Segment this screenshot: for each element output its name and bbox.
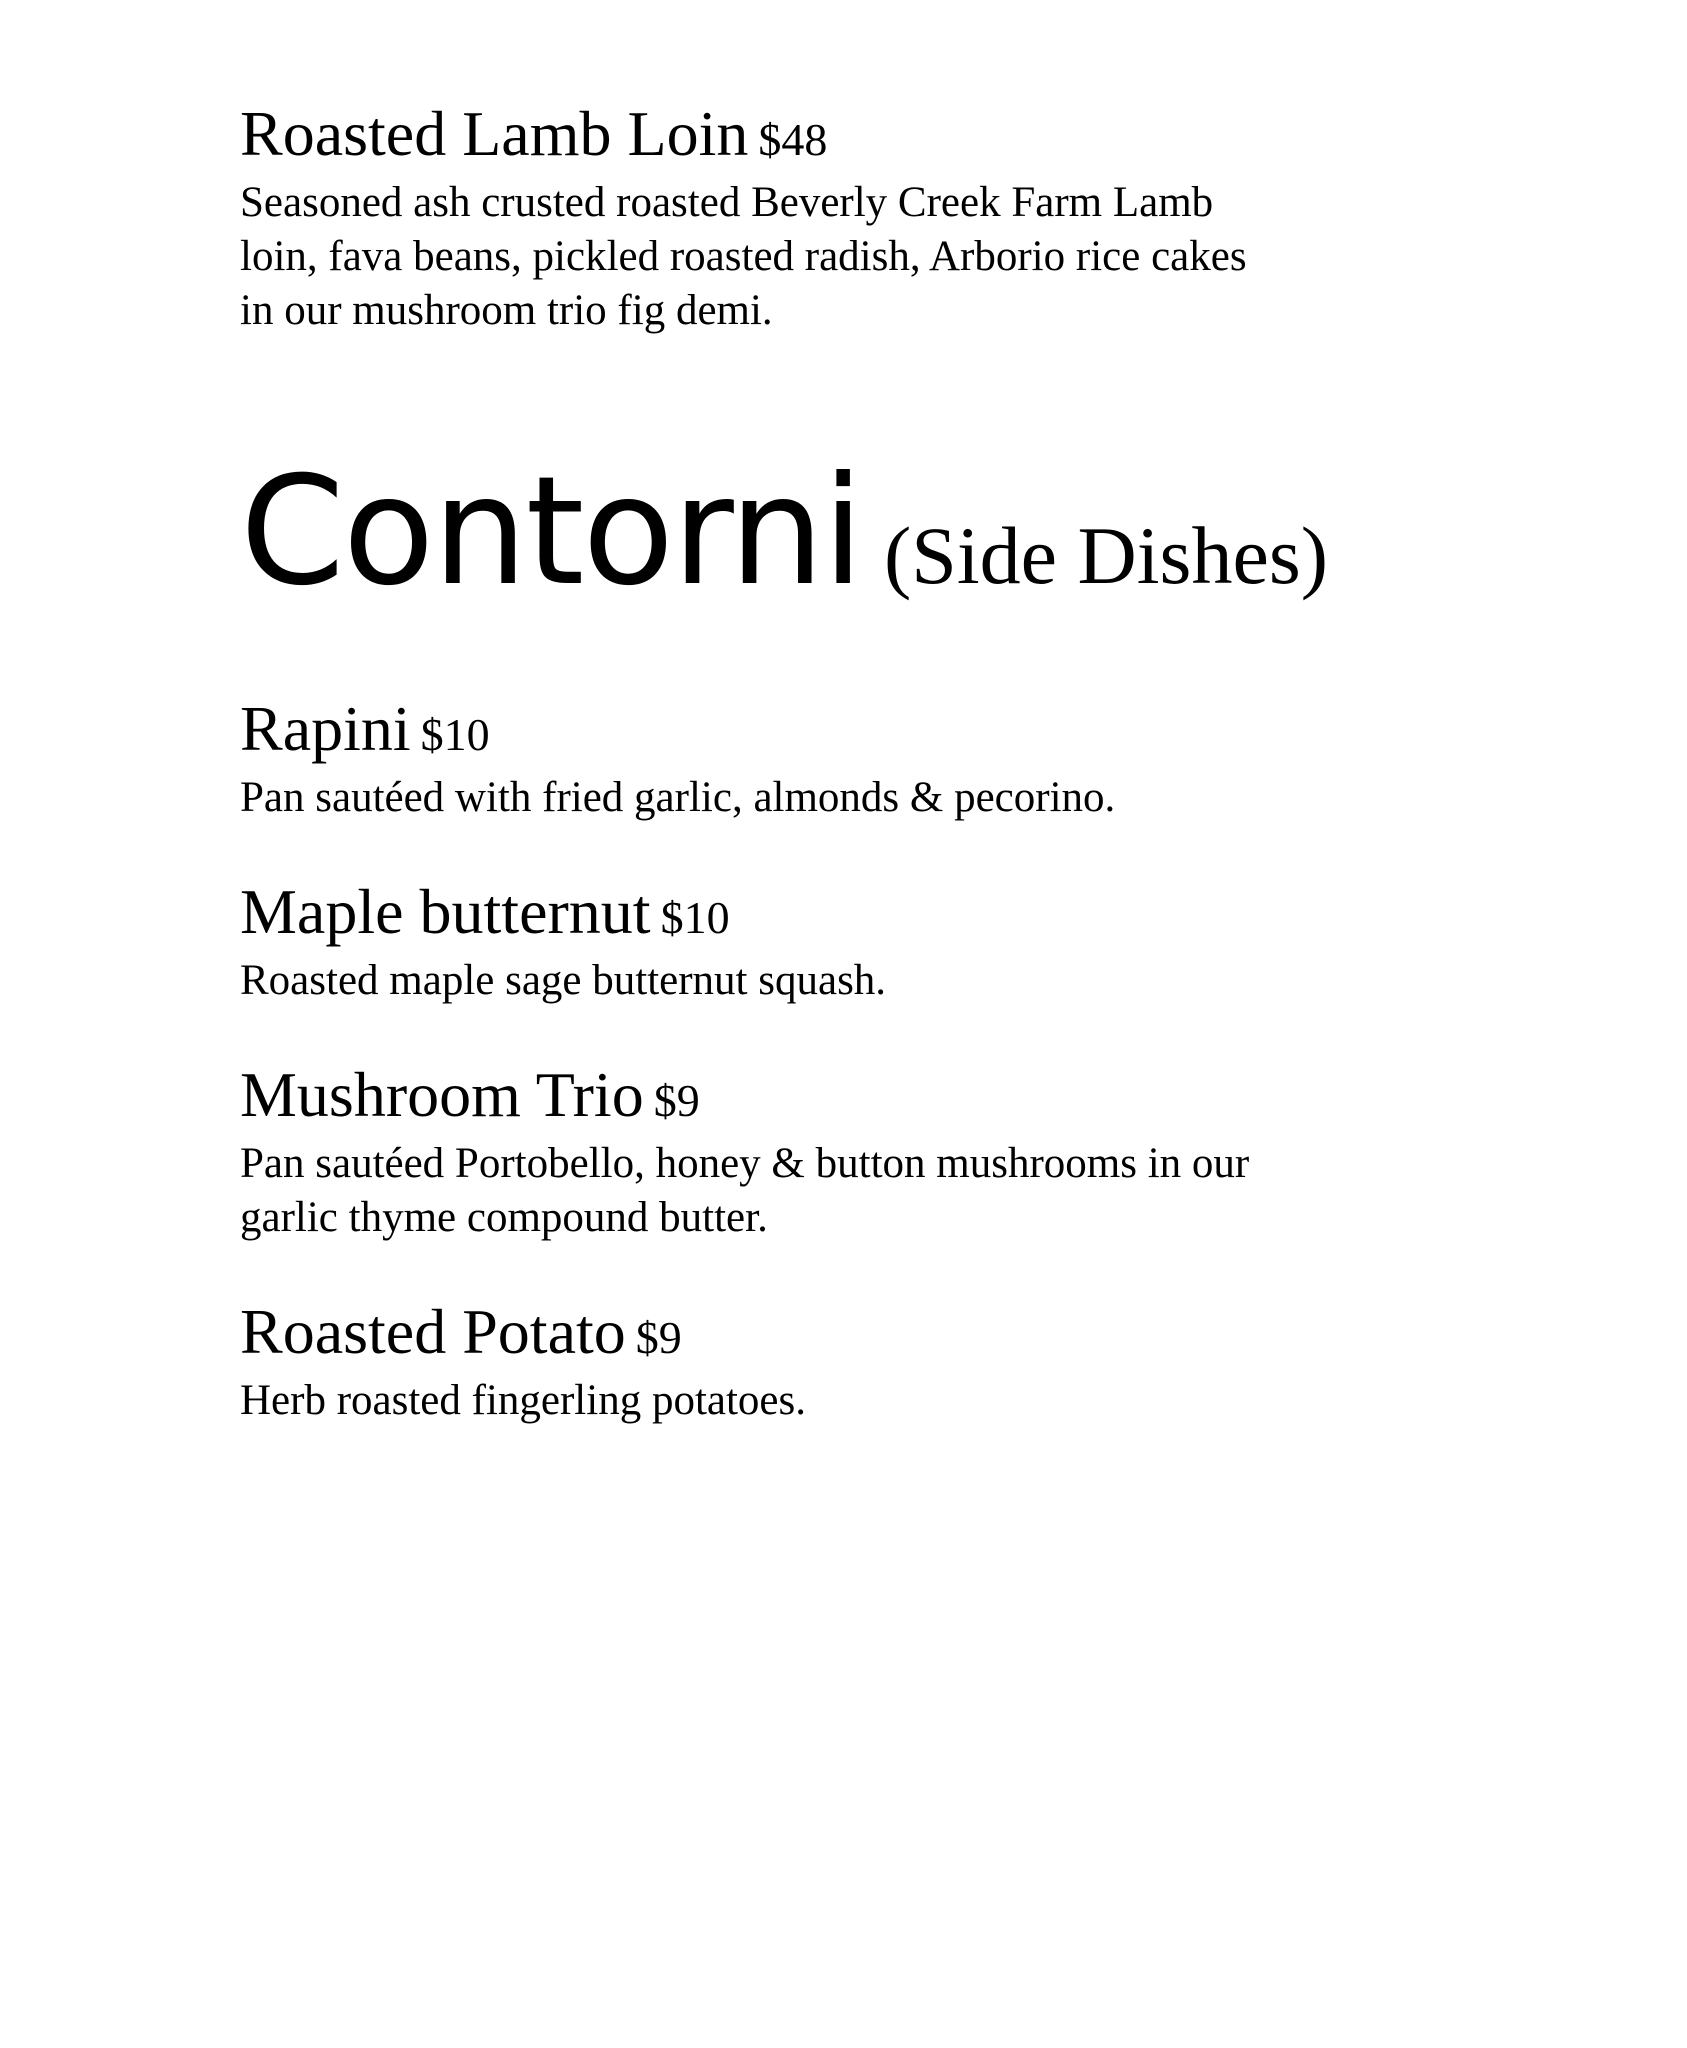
description-line: in our mushroom trio fig demi. <box>240 287 773 334</box>
description-line: loin, fava beans, pickled roasted radish, Arborio rice cakes <box>240 233 1247 280</box>
description-line: Pan sautéed Portobello, honey & button mushrooms in our <box>240 1140 1250 1187</box>
menu-item-title <box>240 1059 1440 1137</box>
menu-item-roasted-potato <box>240 1296 1440 1428</box>
menu-item-description <box>240 771 1440 825</box>
description-line: Herb roasted fingerling potatoes. <box>240 1377 806 1424</box>
menu-item-name: Maple butternut <box>240 876 651 947</box>
description-line: Seasoned ash crusted roasted Beverly Creek Farm Lamb <box>240 179 1214 226</box>
menu-item-name: Rapini <box>240 693 411 764</box>
menu-item-price: $9 <box>653 1075 700 1126</box>
menu-item-title <box>240 98 1440 176</box>
menu-item-title <box>240 876 1440 954</box>
description-line: Roasted maple sage butternut squash. <box>240 957 887 1004</box>
menu-item-rapini <box>240 693 1440 825</box>
menu-item-name: Roasted Lamb Loin <box>240 98 749 169</box>
menu-item-maple-butternut <box>240 876 1440 1008</box>
section-subtitle: (Side Dishes) <box>883 510 1329 601</box>
menu-item-price: $48 <box>758 114 828 165</box>
menu-item-price: $10 <box>420 709 490 760</box>
menu-item-price: $9 <box>635 1312 682 1363</box>
menu-item-price: $10 <box>660 892 730 943</box>
description-line: garlic thyme compound butter. <box>240 1194 768 1241</box>
description-line: Pan sautéed with fried garlic, almonds & pecorino. <box>240 774 1116 821</box>
menu-item-title <box>240 693 1440 771</box>
menu-item-roasted-lamb-loin <box>240 98 1440 338</box>
menu-item-name: Mushroom Trio <box>240 1059 644 1130</box>
menu-item-description <box>240 954 1440 1008</box>
section-title: Contorni <box>240 445 862 619</box>
menu-item-description <box>240 1137 1440 1245</box>
menu-item-mushroom-trio <box>240 1059 1440 1245</box>
menu-item-description <box>240 1374 1440 1428</box>
menu-item-description <box>240 176 1440 338</box>
section-heading <box>240 445 1329 619</box>
menu-item-name: Roasted Potato <box>240 1296 626 1367</box>
menu-item-title <box>240 1296 1440 1374</box>
